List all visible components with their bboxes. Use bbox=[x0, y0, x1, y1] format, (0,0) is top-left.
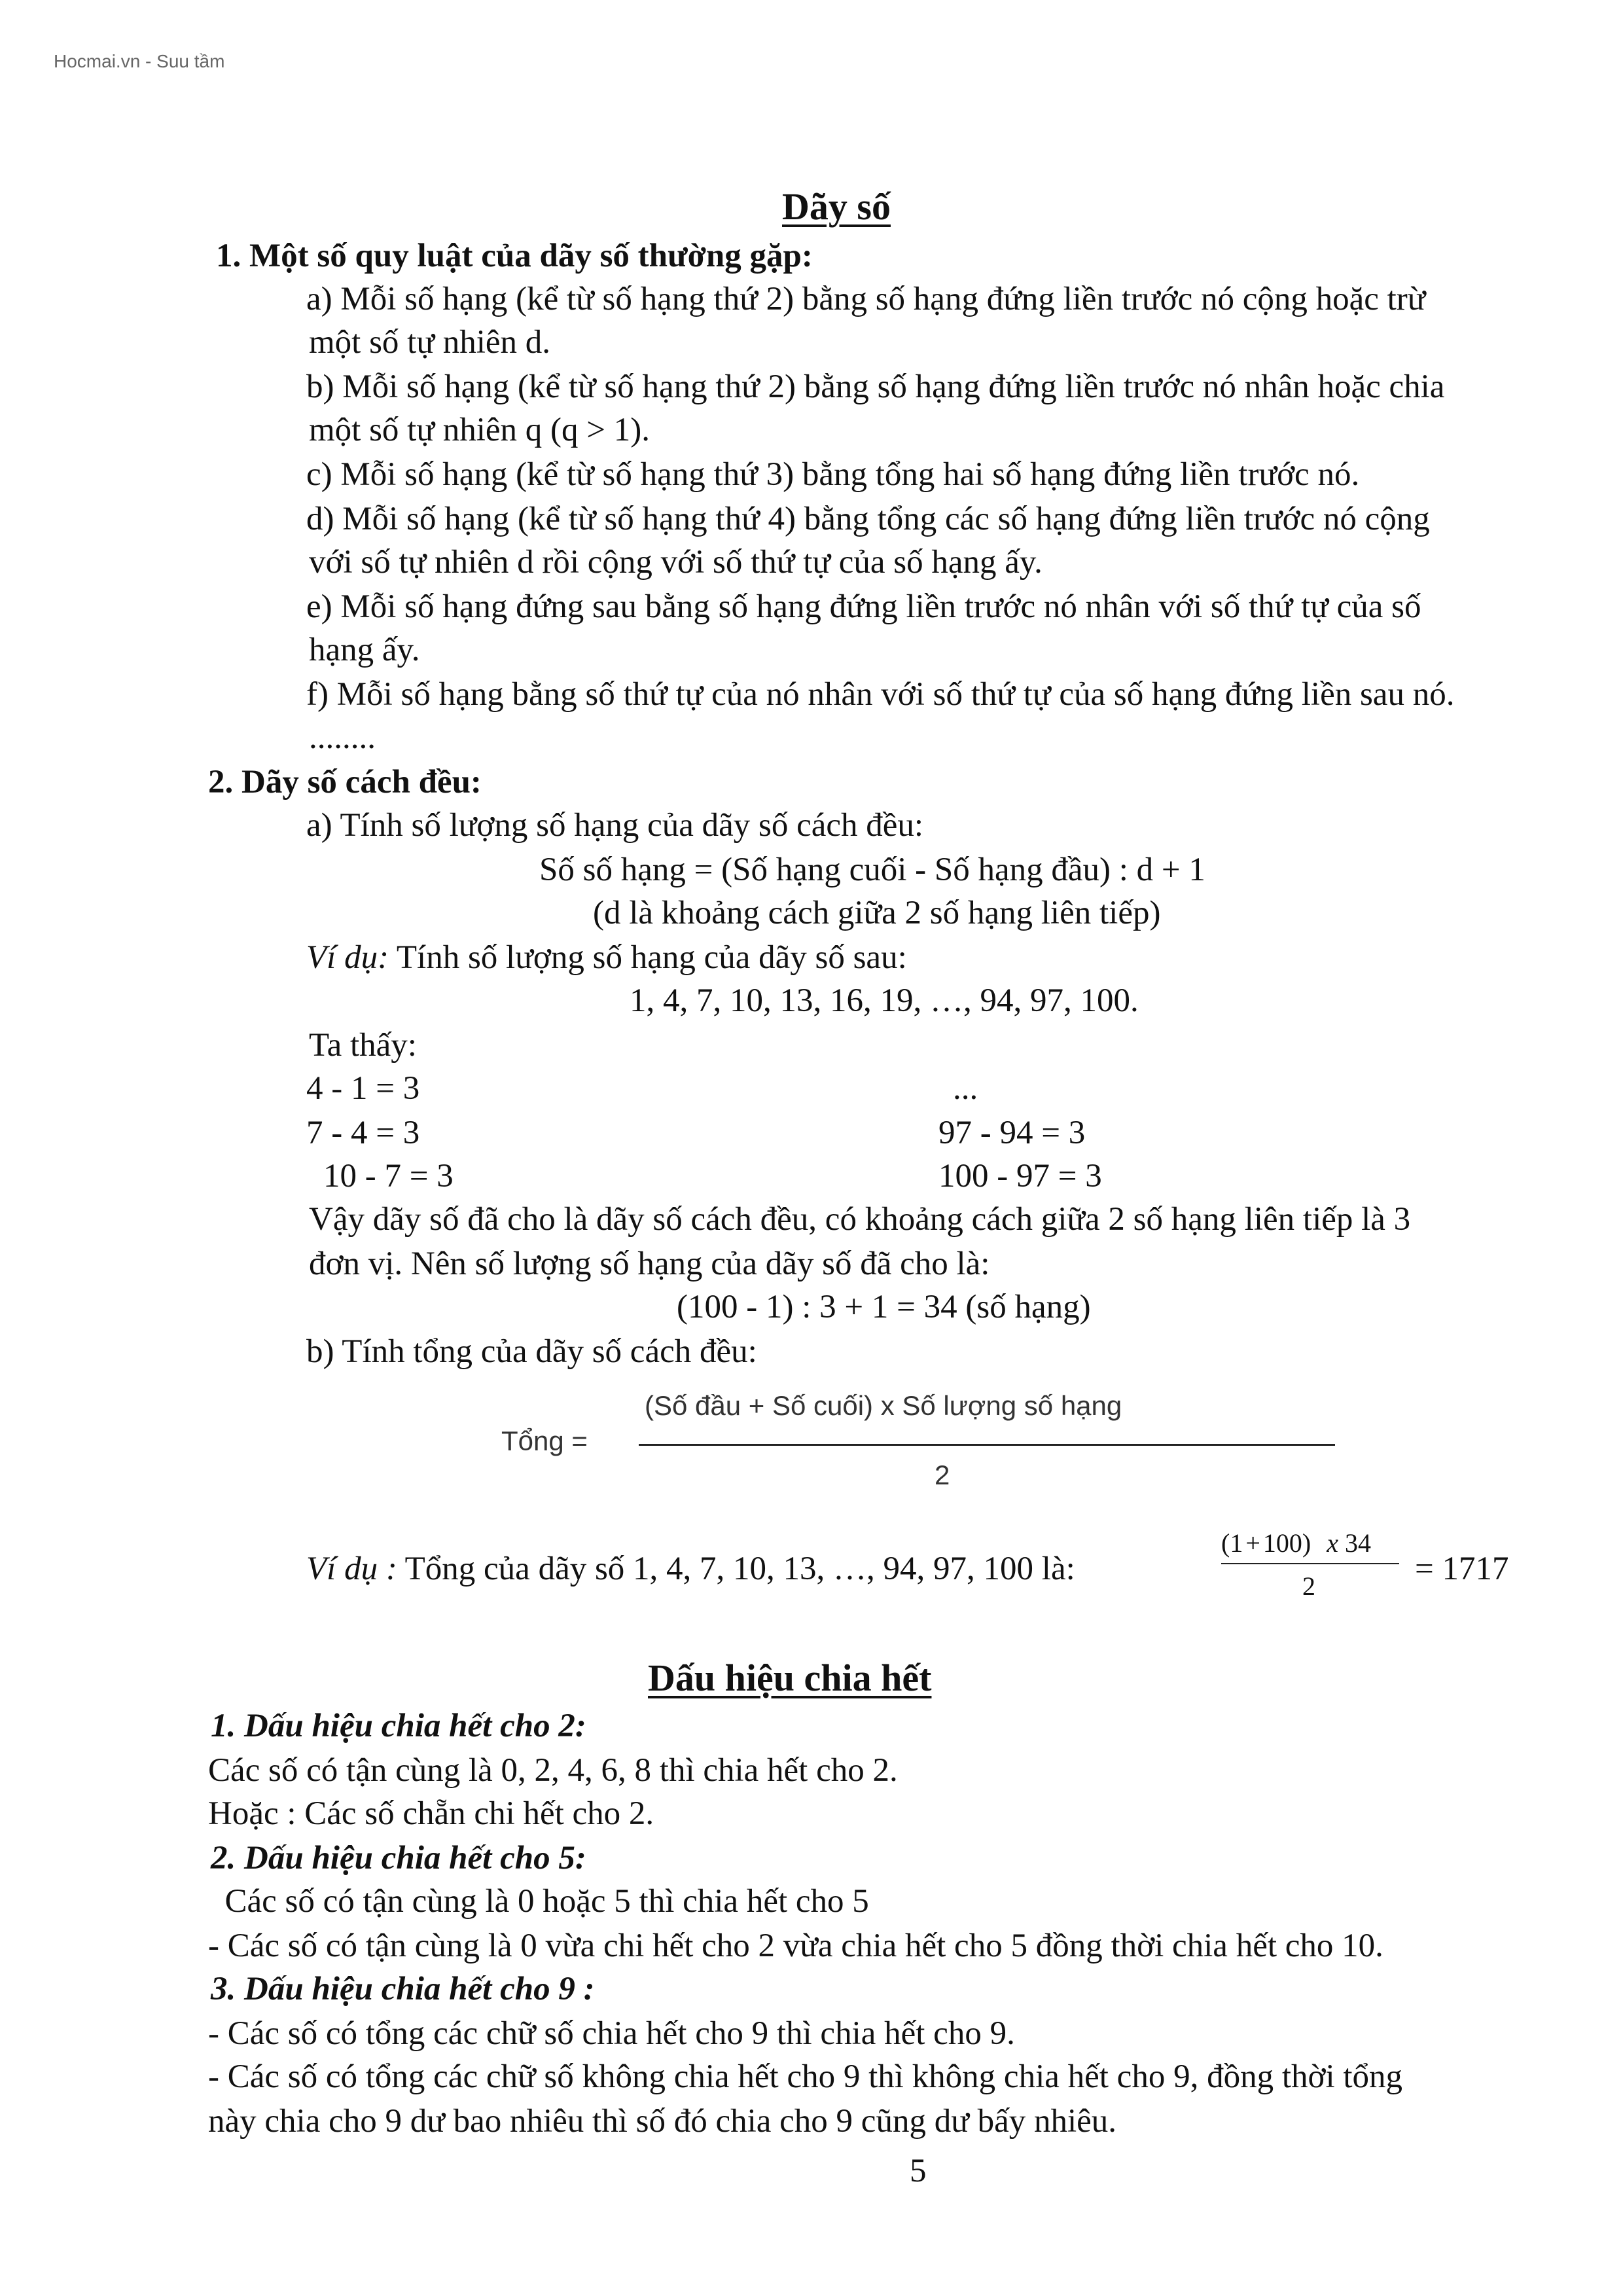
rule-line: d) Mỗi số hạng (kể từ số hạng thứ 4) bằng tổng các số hạng đứng liền trước nó cộng bbox=[306, 501, 1430, 537]
rule-line: c) Mỗi số hạng (kể từ số hạng thứ 3) bằng tổng hai số hạng đứng liền trước nó. bbox=[306, 456, 1360, 493]
diff-left: 4 - 1 = 3 bbox=[306, 1070, 420, 1107]
conclusion-line-1: Vậy dãy số đã cho là dãy số cách đều, có khoảng cách giữa 2 số hạng liên tiếp là 3 bbox=[309, 1201, 1411, 1238]
rule-line: một số tự nhiên q (q > 1). bbox=[309, 412, 651, 448]
example2-result: = 1717 bbox=[1415, 1551, 1509, 1587]
sum-fraction-bar bbox=[639, 1444, 1335, 1446]
example2-line bbox=[306, 1547, 1075, 1590]
example-text: Tính số lượng số hạng của dãy số sau: bbox=[389, 939, 907, 976]
example-label: Ví dụ: bbox=[306, 939, 389, 976]
heading-quy-luat: 1. Một số quy luật của dãy số thường gặp: bbox=[216, 238, 813, 274]
example2-denominator: 2 bbox=[1302, 1571, 1315, 1601]
rule-line: a) Mỗi số hạng (kể từ số hạng thứ 2) bằng số hạng đứng liền trước nó cộng hoặc trừ bbox=[306, 281, 1426, 317]
ta-thay: Ta thấy: bbox=[309, 1027, 417, 1064]
rule-line: f) Mỗi số hạng bằng số thứ tự của nó nhân với số thứ tự của số hạng đứng liền sau nó. bbox=[306, 676, 1455, 713]
formula-note: (d là khoảng cách giữa 2 số hạng liên tiếp) bbox=[593, 895, 1161, 931]
rule-heading: 2. Dấu hiệu chia hết cho 5: bbox=[211, 1840, 586, 1876]
formula-so-so-hang: Số số hạng = (Số hạng cuối - Số hạng đầu) : d + 1 bbox=[539, 852, 1205, 888]
example2-fraction-bar bbox=[1221, 1563, 1399, 1564]
subheading-a: a) Tính số lượng số hạng của dãy số cách đều: bbox=[306, 807, 924, 844]
rule-line: với số tự nhiên d rồi cộng với số thứ tự của số hạng ấy. bbox=[309, 544, 1043, 581]
rule-text: Hoặc : Các số chẵn chi hết cho 2. bbox=[208, 1795, 654, 1832]
page-number: 5 bbox=[910, 2153, 927, 2189]
rule-line: ........ bbox=[309, 719, 376, 756]
sum-denominator: 2 bbox=[935, 1460, 950, 1490]
example2-label: Ví dụ : bbox=[306, 1551, 397, 1587]
rule-line: b) Mỗi số hạng (kể từ số hạng thứ 2) bằng số hạng đứng liền trước nó nhân hoặc chia bbox=[306, 368, 1445, 405]
conclusion-line-2: đơn vị. Nên số lượng số hạng của dãy số đã cho là: bbox=[309, 1246, 990, 1282]
rule-line: e) Mỗi số hạng đứng sau bằng số hạng đứng liền trước nó nhân với số thứ tự của số bbox=[306, 588, 1421, 625]
rule-text: Các số có tận cùng là 0 hoặc 5 thì chia hết cho 5 bbox=[208, 1883, 869, 1920]
diff-right: 97 - 94 = 3 bbox=[938, 1115, 1086, 1151]
section-title-day-so: Dãy số bbox=[782, 185, 891, 228]
diff-right: 100 - 97 = 3 bbox=[938, 1158, 1102, 1194]
sum-lhs: Tổng = bbox=[501, 1426, 588, 1456]
rule-text: - Các số có tổng các chữ số không chia hết cho 9 thì không chia hết cho 9, đồng thời tổng bbox=[208, 2058, 1403, 2095]
sequence: 1, 4, 7, 10, 13, 16, 19, …, 94, 97, 100. bbox=[630, 982, 1139, 1019]
source-header: Hocmai.vn - Suu tầm bbox=[54, 51, 225, 71]
rule-line: một số tự nhiên d. bbox=[309, 324, 551, 361]
rule-text: Các số có tận cùng là 0, 2, 4, 6, 8 thì chia hết cho 2. bbox=[208, 1752, 898, 1789]
rule-line: hạng ấy. bbox=[309, 632, 420, 668]
rule-text: - Các số có tận cùng là 0 vừa chi hết cho 2 vừa chia hết cho 5 đồng thời chia hết cho 10. bbox=[208, 1928, 1383, 1964]
example-line bbox=[306, 936, 907, 979]
diff-right: ... bbox=[953, 1070, 978, 1107]
diff-left: 7 - 4 = 3 bbox=[306, 1115, 420, 1151]
heading-day-so-cach-deu: 2. Dãy số cách đều: bbox=[208, 764, 482, 800]
example2-numerator: (1 + 100) x 34 bbox=[1221, 1528, 1371, 1558]
diff-left: 10 - 7 = 3 bbox=[323, 1158, 454, 1194]
subheading-b: b) Tính tổng của dãy số cách đều: bbox=[306, 1333, 757, 1370]
rule-heading: 3. Dấu hiệu chia hết cho 9 : bbox=[211, 1971, 595, 2007]
rule-text: - Các số có tổng các chữ số chia hết cho 9 thì chia hết cho 9. bbox=[208, 2015, 1015, 2052]
rule-text: này chia cho 9 dư bao nhiêu thì số đó chia cho 9 cũng dư bấy nhiêu. bbox=[208, 2103, 1117, 2140]
section-title-dau-hieu: Dấu hiệu chia hết bbox=[648, 1657, 932, 1699]
count-formula: (100 - 1) : 3 + 1 = 34 (số hạng) bbox=[677, 1289, 1091, 1325]
sum-numerator: (Số đầu + Số cuối) x Số lượng số hạng bbox=[645, 1390, 1122, 1421]
rule-heading: 1. Dấu hiệu chia hết cho 2: bbox=[211, 1708, 586, 1744]
example2-text: Tổng của dãy số 1, 4, 7, 10, 13, …, 94, 97, 100 là: bbox=[397, 1551, 1075, 1587]
